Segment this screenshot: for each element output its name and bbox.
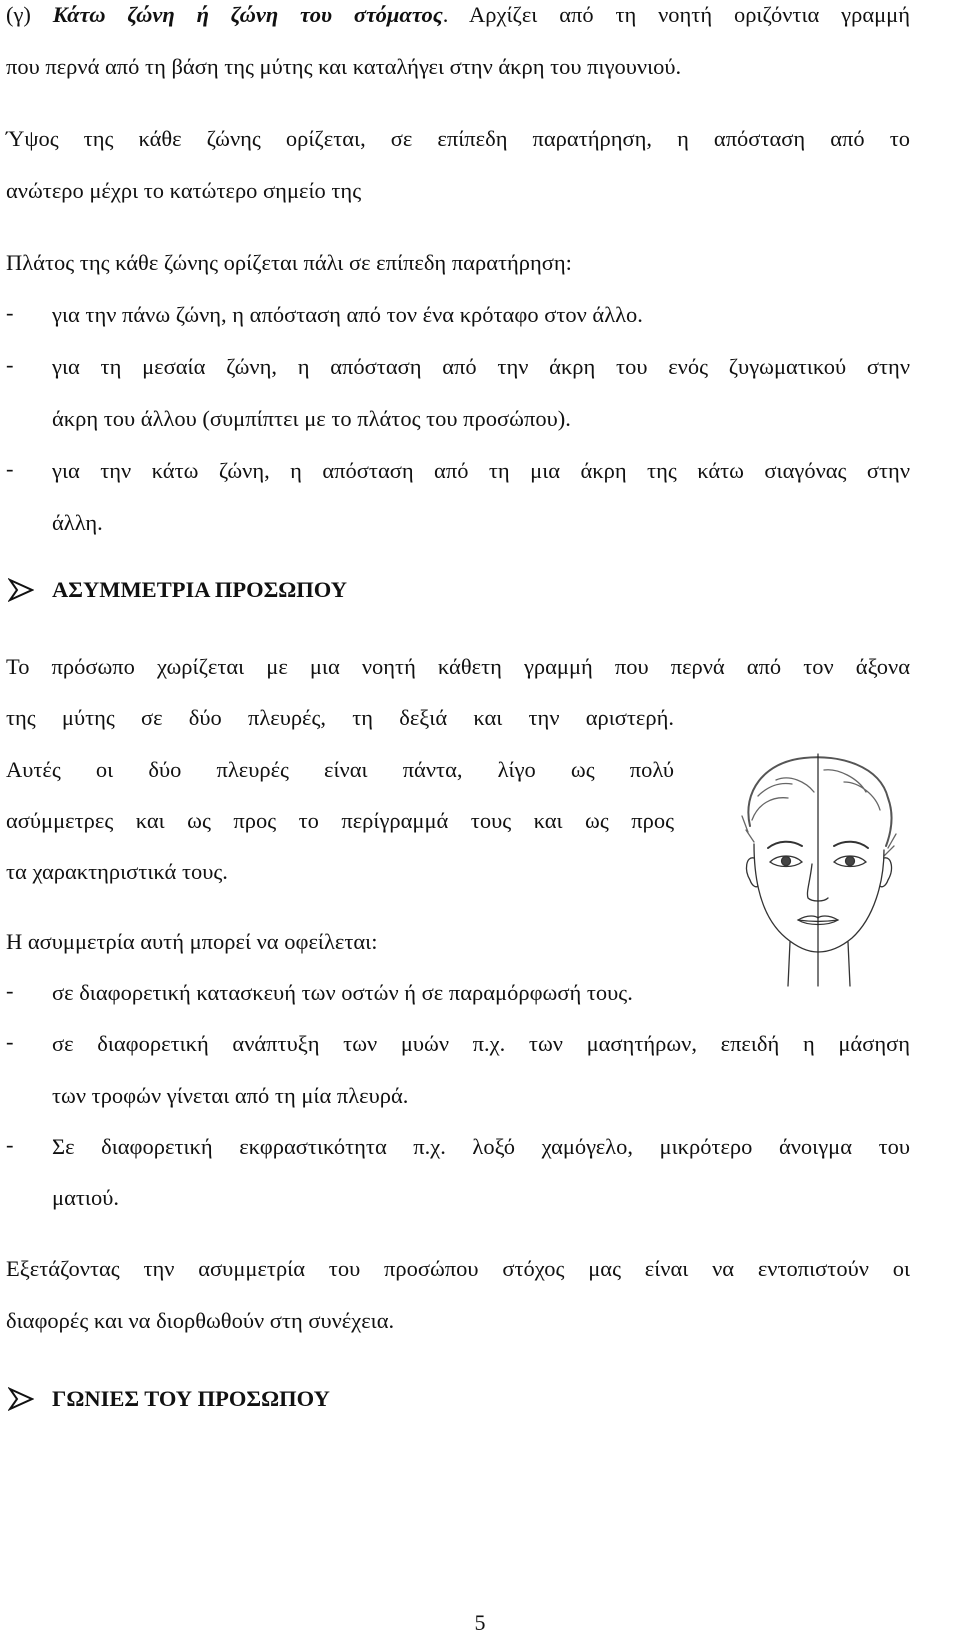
bullet-dash: - [6, 1132, 14, 1157]
bullet-dash: - [6, 456, 14, 481]
bullet-dash: - [6, 300, 14, 325]
cause-item-3-line2: ματιού. [52, 1185, 119, 1210]
height-line1: Ύψος της κάθε ζώνης ορίζεται, σε επίπεδη παρατήρηση, η απόσταση από το [6, 126, 910, 151]
asymmetry-line3: Αυτές οι δύο πλευρές είναι πάντα, λίγο ως πολύ [6, 757, 674, 782]
arrow-bullet-icon [8, 577, 34, 603]
asymmetry-line1: Το πρόσωπο χωρίζεται με μια νοητή κάθετη γραμμή που περνά από τον άξονα [6, 654, 910, 679]
goal-line2: διαφορές και να διορθωθούν στη συνέχεια. [6, 1308, 395, 1333]
causes-intro: Η ασυμμετρία αυτή μπορεί να οφείλεται: [6, 929, 378, 954]
section-g-line2: που περνά από τη βάση της μύτης και καταλήγει στην άκρη του πιγουνιού. [6, 54, 682, 79]
asymmetry-line5: τα χαρακτηριστικά τους. [6, 859, 228, 884]
cause-item-1: σε διαφορετική κατασκευή των οστών ή σε παραμόρφωσή τους. [52, 980, 633, 1005]
width-item-1: για την πάνω ζώνη, η απόσταση από τον ένα κρόταφο στον άλλο. [52, 302, 643, 327]
section-g-title: Κάτω ζώνη ή ζώνη του στόματος [52, 2, 443, 27]
cause-item-2-line2: των τροφών γίνεται από τη μία πλευρά. [52, 1083, 409, 1108]
width-item-2-line2: άκρη του άλλου (συμπίπτει με το πλάτος του προσώπου). [52, 406, 571, 431]
width-intro: Πλάτος της κάθε ζώνης ορίζεται πάλι σε επίπεδη παρατήρηση: [6, 250, 572, 275]
cause-item-2-line1: σε διαφορετική ανάπτυξη των μυών π.χ. των μασητήρων, επειδή η μάσηση [52, 1031, 910, 1056]
angles-heading: ΓΩΝΙΕΣ ΤΟΥ ΠΡΟΣΩΠΟΥ [52, 1386, 330, 1411]
width-item-2-line1: για τη μεσαία ζώνη, η απόσταση από την άκρη του ενός ζυγωματικού στην [52, 354, 910, 379]
section-g-line1: (γ) Κάτω ζώνη ή ζώνη του στόματος. Αρχίζει από τη νοητή οριζόντια γραμμή [6, 2, 910, 27]
height-line2: ανώτερο μέχρι το κατώτερο σημείο της [6, 178, 362, 203]
width-item-3-line1: για την κάτω ζώνη, η απόσταση από τη μια άκρη της κάτω σιαγόνας στην [52, 458, 910, 483]
asymmetry-heading: ΑΣΥΜΜΕΤΡΙΑ ΠΡΟΣΩΠΟΥ [52, 577, 347, 602]
width-item-3-line2: άλλη. [52, 510, 103, 535]
bullet-dash: - [6, 352, 14, 377]
bullet-dash: - [6, 978, 14, 1003]
arrow-bullet-icon [8, 1386, 34, 1412]
page-number: 5 [474, 1610, 486, 1635]
asymmetry-line4: ασύμμετρες και ως προς το περίγραμμά τους και ως προς [6, 808, 674, 833]
goal-line1: Εξετάζοντας την ασυμμετρία του προσώπου στόχος μας είναι να εντοπιστούν οι [6, 1256, 910, 1281]
cause-item-3-line1: Σε διαφορετική εκφραστικότητα π.χ. λοξό χαμόγελο, μικρότερο άνοιγμα του [52, 1134, 910, 1159]
bullet-dash: - [6, 1029, 14, 1054]
asymmetry-line2: της μύτης σε δύο πλευρές, τη δεξιά και την αριστερή. [6, 705, 674, 730]
face-sketch-icon [728, 752, 908, 988]
